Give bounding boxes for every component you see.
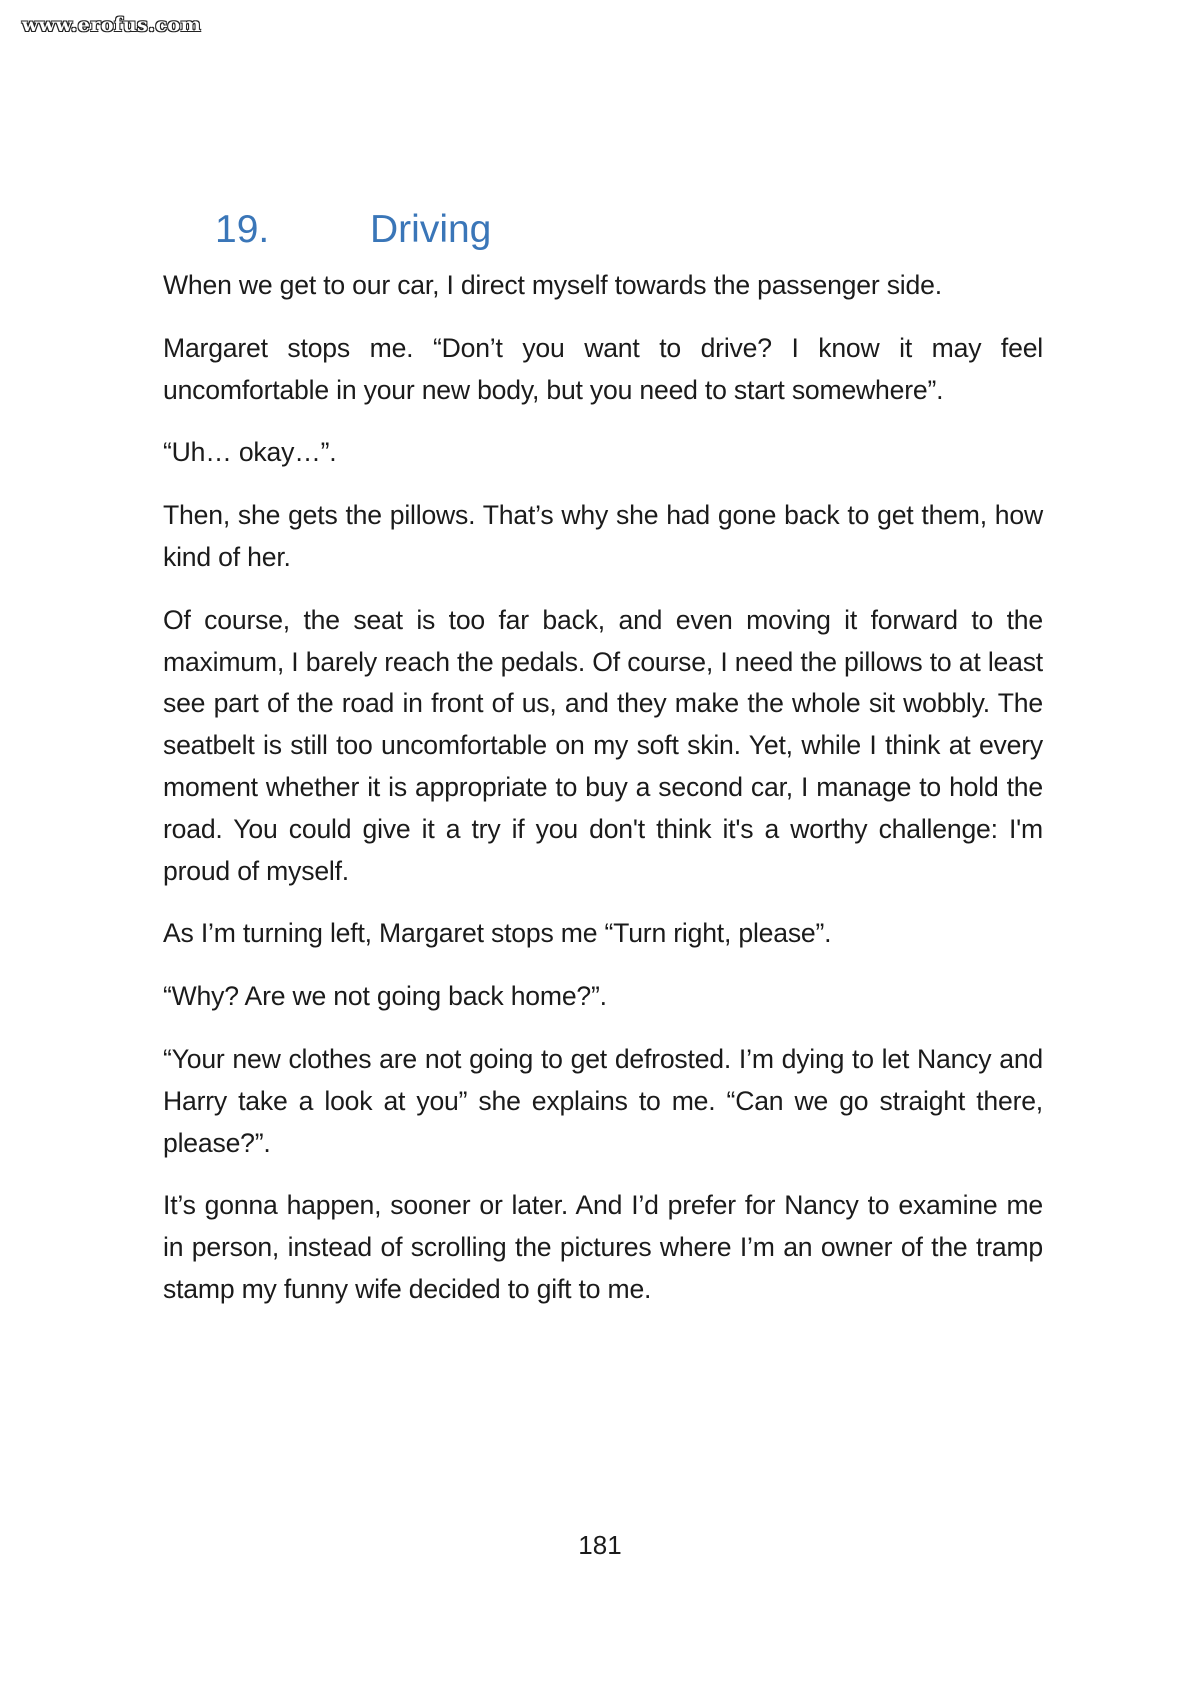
- paragraph: Then, she gets the pillows. That’s why she had gone back to get them, how kind of her.: [163, 500, 1043, 572]
- chapter-heading: [215, 205, 1043, 255]
- paragraph: As I’m turning left, Margaret stops me “Turn right, please”.: [163, 918, 832, 949]
- paragraph: When we get to our car, I direct myself towards the passenger side.: [163, 270, 942, 300]
- paragraph: It’s gonna happen, sooner or later. And I’d prefer for Nancy to examine me in person, instead of scrolling the pictures where I’m an owner of the tramp stamp my funny wife decided to gift to me.: [163, 1190, 1043, 1304]
- paragraph: “Your new clothes are not going to get defrosted. I’m dying to let Nancy and Harry take a look at you” she explains to me. “Can we go straight there, please?”.: [163, 1043, 1043, 1158]
- page-content: [163, 205, 1043, 1332]
- paragraph: Margaret stops me. “Don’t you want to drive? I know it may feel uncomfortable in your new body, but you need to start somewhere”.: [163, 332, 1043, 405]
- paragraph: “Uh… okay…”.: [163, 437, 337, 468]
- chapter-number: 19.: [215, 208, 270, 251]
- page-number: 181: [578, 1530, 622, 1560]
- paragraph: “Why? Are we not going back home?”.: [163, 981, 607, 1012]
- paragraph: Of course, the seat is too far back, and even moving it forward to the maximum, I barely reach the pedals. Of course, I need the pillows to at least see part of the road in front of us, and they make the whole sit wobbly. The seatbelt is still too uncomfortable on my soft skin. Yet, while I think at every moment whether it is appropriate to buy a second car, I manage to hold the road. You could give it a try if you don't think it's a worthy challenge: I'm proud of myself.: [163, 604, 1043, 886]
- site-watermark: www.erofus.com: [22, 14, 202, 36]
- chapter-title: Driving: [370, 208, 492, 251]
